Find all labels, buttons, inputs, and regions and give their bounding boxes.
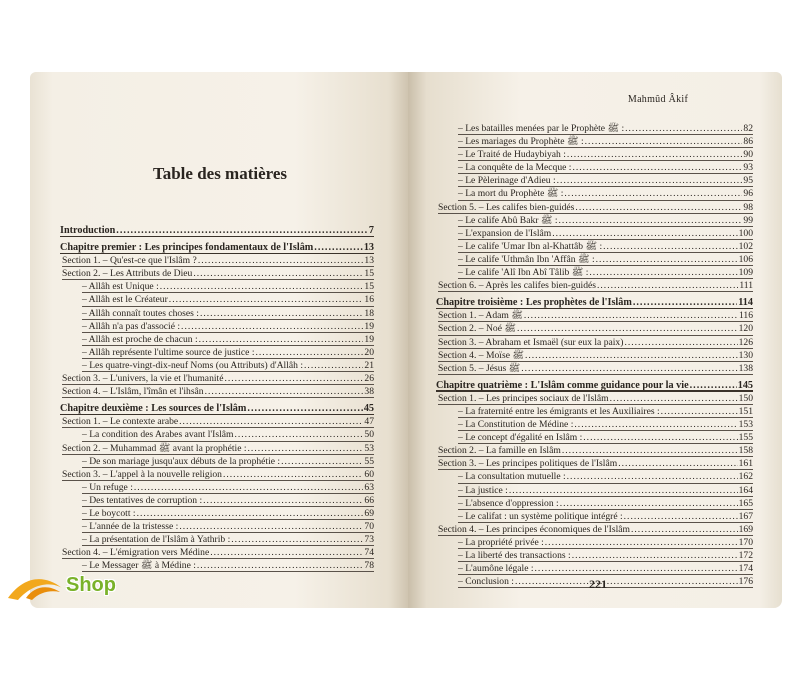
toc-entry-page: 15 [364,281,374,293]
toc-entry-title: Section 6. – Après les califes bien-guidés [438,280,596,292]
toc-subsection-row [60,307,374,320]
toc-entry-title: Section 5. – Les califes bien-guidés [438,201,575,213]
toc-entry-title: Section 4. – Les principes économiques de l'Islâm [438,523,630,535]
toc-entry-title: – La mort du Prophète ﷺ : [458,188,564,200]
toc-subsection-row [60,520,374,533]
toc-entry-title: – La justice : [458,484,508,496]
toc-section-row [60,385,374,398]
toc-section-row [60,254,374,267]
toc-entry-page: 69 [364,507,374,519]
toc-row-rule [60,236,374,238]
toc-entry-page: 130 [738,349,753,361]
toc-subsection-row [436,418,753,431]
toc-entry-title: – Le calife 'Alî Ibn Abî Tâlib ﷺ : [458,267,589,279]
toc-entry-title: – Les quatre-vingt-dix-neuf Noms (ou Attributs) d'Allâh : [82,359,304,371]
toc-subsection-row [60,333,374,346]
toc-entry-page: 7 [368,225,374,236]
toc-entry-page: 86 [743,136,753,148]
toc-section-row [436,362,753,375]
toc-entry-title: Section 2. – La famille en Islâm [438,445,561,457]
toc-entry-title: – Allâh est Unique : [82,281,159,293]
toc-entry-title: Section 4. – L'Islâm, l'îmân et l'ihsân [62,386,204,398]
toc-entry-title: – La conquête de la Mecque : [458,162,572,174]
toc-entry-page: 100 [738,227,753,239]
toc-entry-page: 126 [738,336,753,348]
toc-section-row [436,349,753,362]
toc-entry-title: – Un refuge : [82,481,133,493]
toc-entry-page: 95 [743,175,753,187]
toc-entry-title: Section 3. – L'appel à la nouvelle religion [62,468,222,480]
toc-entry-page: 78 [364,560,374,572]
toc-subsection-row [60,320,374,333]
toc-entry-page: 60 [364,468,374,480]
toc-title: Table des matières [152,164,288,183]
toc-subsection-row [60,280,374,293]
toc-entry-title: Section 2. – Noé ﷺ [438,323,516,335]
toc-chapter-row [60,224,374,237]
toc-entry-page: 15 [364,268,374,280]
toc-subsection-row [436,187,753,200]
toc-entry-title: – La fraternité entre les émigrants et les Auxiliaires : [458,405,660,417]
toc-subsection-row [60,455,374,468]
toc-entry-page: 116 [738,310,753,322]
toc-row-rule [438,374,753,375]
toc-entry-page: 161 [738,458,753,470]
toc-section-row [436,523,753,536]
toc-subsection-row [60,428,374,441]
toc-subsection-row [436,510,753,523]
toc-entry-page: 174 [738,563,753,575]
toc-entry-title: – Allâh est le Créateur [82,294,168,306]
toc-entry-title: Section 1. – Les principes sociaux de l'Islâm [438,392,609,404]
toc-entry-page: 47 [364,416,374,428]
toc-entry-page: 50 [364,429,374,441]
toc-entry-title: – Allâh connaît toutes choses : [82,307,199,319]
toc-subsection-row [436,240,753,253]
toc-entry-title: – Le calife 'Uthmân Ibn 'Affân ﷺ : [458,253,595,265]
toc-subsection-row [60,481,374,494]
toc-list-right [436,122,753,588]
shop-logo [4,568,154,608]
toc-entry-page: 90 [743,149,753,161]
toc-entry-page: 99 [743,214,753,226]
toc-subsection-row [436,253,753,266]
toc-section-row [436,392,753,405]
toc-entry-page: 120 [738,323,753,335]
toc-entry-title: – Le calife 'Umar Ibn al-Khattâb ﷺ : [458,240,603,252]
toc-entry-title: – La consultation mutuelle : [458,471,566,483]
toc-entry-page: 19 [364,333,374,345]
running-head: Mahmûd Âkif [627,94,689,105]
toc-subsection-row [436,227,753,240]
toc-entry-page: 38 [364,386,374,398]
toc-subsection-row [60,507,374,520]
toc-entry-page: 165 [738,497,753,509]
toc-section-row [60,267,374,280]
toc-entry-title: – L'absence d'oppression : [458,497,559,509]
toc-section-row [436,309,753,322]
toc-entry-page: 158 [738,445,753,457]
toc-subsection-row [436,562,753,575]
toc-section-row [60,546,374,559]
toc-entry-page: 82 [743,123,753,134]
toc-subsection-row [436,470,753,483]
toc-entry-title: Chapitre deuxième : Les sources de l'Islâm [60,403,247,415]
toc-entry-title: Chapitre troisième : Les prophètes de l'Islâm [436,297,632,309]
toc-entry-title: Section 3. – L'univers, la vie et l'humanité [62,373,224,385]
right-page [408,72,782,608]
toc-subsection-row [60,346,374,359]
toc-section-row [436,201,753,214]
toc-entry-title: – Allâh représente l'ultime source de justice : [82,346,255,358]
toc-entry-title: – Les mariages du Prophète ﷺ : [458,136,584,148]
toc-subsection-row [436,174,753,187]
toc-subsection-row [60,293,374,306]
toc-section-row [60,415,374,428]
toc-entry-page: 151 [738,405,753,417]
toc-entry-page: 106 [738,253,753,265]
toc-entry-page: 13 [364,255,374,267]
toc-entry-title: – Le Messager ﷺ à Médine : [82,560,196,572]
toc-entry-title: Section 2. – Muhammad ﷺ avant la prophétie : [62,442,247,454]
toc-entry-page: 153 [738,419,753,431]
toc-entry-title: – La propriété privée : [458,536,544,548]
toc-entry-page: 93 [743,162,753,174]
toc-entry-page: 109 [738,267,753,279]
toc-chapter-row [60,402,374,415]
toc-subsection-row [436,214,753,227]
toc-section-row [436,444,753,457]
toc-entry-title: Section 2. – Les Attributs de Dieu [62,268,193,280]
toc-entry-title: – La Constitution de Médine : [458,419,574,431]
toc-entry-title: – Le calife Abû Bakr ﷺ : [458,214,558,226]
open-book [30,72,782,608]
toc-entry-page: 169 [738,523,753,535]
toc-subsection-row [436,484,753,497]
toc-entry-title: – La présentation de l'Islâm à Yathrib : [82,534,231,546]
toc-entry-page: 16 [364,294,374,306]
toc-entry-page: 63 [364,481,374,493]
toc-entry-page: 96 [743,188,753,200]
toc-subsection-row [436,122,753,135]
toc-entry-title: Introduction [60,225,116,236]
toc-subsection-row [436,266,753,279]
toc-entry-page: 55 [364,455,374,467]
toc-subsection-row [436,536,753,549]
toc-section-row [60,468,374,481]
toc-entry-page: 162 [738,471,753,483]
toc-subsection-row [436,148,753,161]
left-page [30,72,408,608]
toc-entry-title: – Le Pèlerinage d'Adieu : [458,175,556,187]
toc-chapter-row [60,241,374,254]
toc-entry-page: 170 [738,536,753,548]
toc-entry-page: 102 [738,240,753,252]
toc-entry-title: – Les batailles menées par le Prophète ﷺ : [458,123,625,134]
toc-entry-page: 13 [363,242,374,254]
page-number: 221 [589,577,607,591]
toc-subsection-row [60,533,374,546]
toc-entry-title: Section 3. – Abraham et Ismaël (sur eux la paix) [438,336,624,348]
toc-entry-page: 138 [738,362,753,374]
toc-entry-page: 167 [738,510,753,522]
toc-entry-page: 20 [364,346,374,358]
toc-entry-title: – De son mariage jusqu'aux débuts de la prophétie : [82,455,281,467]
toc-entry-title: – L'année de la tristesse : [82,521,179,533]
toc-list-left [60,224,374,572]
toc-entry-page: 66 [364,494,374,506]
toc-entry-title: Chapitre quatrième : L'Islâm comme guidance pour la vie [436,379,689,391]
toc-section-row [60,372,374,385]
toc-entry-title: – Allâh est proche de chacun : [82,333,198,345]
toc-entry-page: 155 [738,432,753,444]
toc-section-row [60,442,374,455]
toc-entry-title: – Conclusion : [458,576,514,588]
toc-chapter-row [436,296,753,309]
toc-entry-title: Chapitre premier : Les principes fondamentaux de l'Islâm [60,242,314,254]
toc-subsection-row [436,431,753,444]
toc-entry-title: Section 3. – Les principes politiques de l'Islâm [438,458,618,470]
toc-entry-title: – Le califat : un système politique intégré : [458,510,623,522]
toc-entry-title: – La condition des Arabes avant l'Islâm [82,429,234,441]
toc-chapter-row [436,379,753,392]
toc-subsection-row [436,549,753,562]
toc-entry-page: 53 [364,442,374,454]
toc-subsection-row [436,135,753,148]
toc-entry-title: Section 1. – Le contexte arabe [62,416,179,428]
toc-entry-title: – Le Traité de Hudaybiyah : [458,149,566,161]
logo-text: Shop [66,574,116,596]
toc-entry-page: 74 [364,547,374,559]
toc-entry-title: Section 1. – Adam ﷺ [438,310,523,322]
toc-entry-page: 73 [364,534,374,546]
toc-entry-page: 164 [738,484,753,496]
toc-entry-title: Section 4. – L'émigration vers Médine [62,547,210,559]
toc-entry-title: – L'aumône légale : [458,563,534,575]
toc-section-row [436,279,753,292]
toc-row-rule [438,291,753,292]
toc-entry-page: 150 [738,392,753,404]
toc-entry-title: Section 4. – Moïse ﷺ [438,349,524,361]
toc-section-row [436,322,753,335]
toc-row-rule [62,397,374,398]
toc-subsection-row [436,405,753,418]
toc-subsection-row [60,494,374,507]
toc-entry-title: – Le concept d'égalité en Islâm : [458,432,583,444]
toc-subsection-row [60,359,374,372]
toc-entry-page: 172 [738,550,753,561]
toc-entry-title: Section 5. – Jésus ﷺ [438,362,521,374]
toc-subsection-row [436,497,753,510]
toc-entry-page: 19 [364,320,374,332]
toc-subsection-row [436,161,753,174]
toc-entry-page: 70 [364,521,374,533]
toc-entry-title: – La liberté des transactions : [458,550,571,561]
toc-entry-title: – Allâh n'a pas d'associé : [82,320,181,332]
toc-section-row [436,336,753,349]
toc-entry-page: 111 [739,280,753,292]
toc-entry-page: 26 [364,373,374,385]
toc-entry-page: 114 [738,297,753,309]
toc-section-row [436,457,753,470]
toc-entry-title: – L'expansion de l'Islâm [458,227,552,239]
toc-entry-page: 176 [738,576,753,588]
toc-entry-title: – Des tentatives de corruption : [82,494,203,506]
toc-entry-page: 18 [364,307,374,319]
toc-entry-page: 45 [363,403,374,415]
toc-entry-title: Section 1. – Qu'est-ce que l'Islâm ? [62,255,197,267]
toc-entry-title: – Le boycott : [82,507,136,519]
toc-entry-page: 98 [743,201,753,213]
toc-entry-page: 145 [737,379,753,391]
toc-entry-page: 21 [364,359,374,371]
